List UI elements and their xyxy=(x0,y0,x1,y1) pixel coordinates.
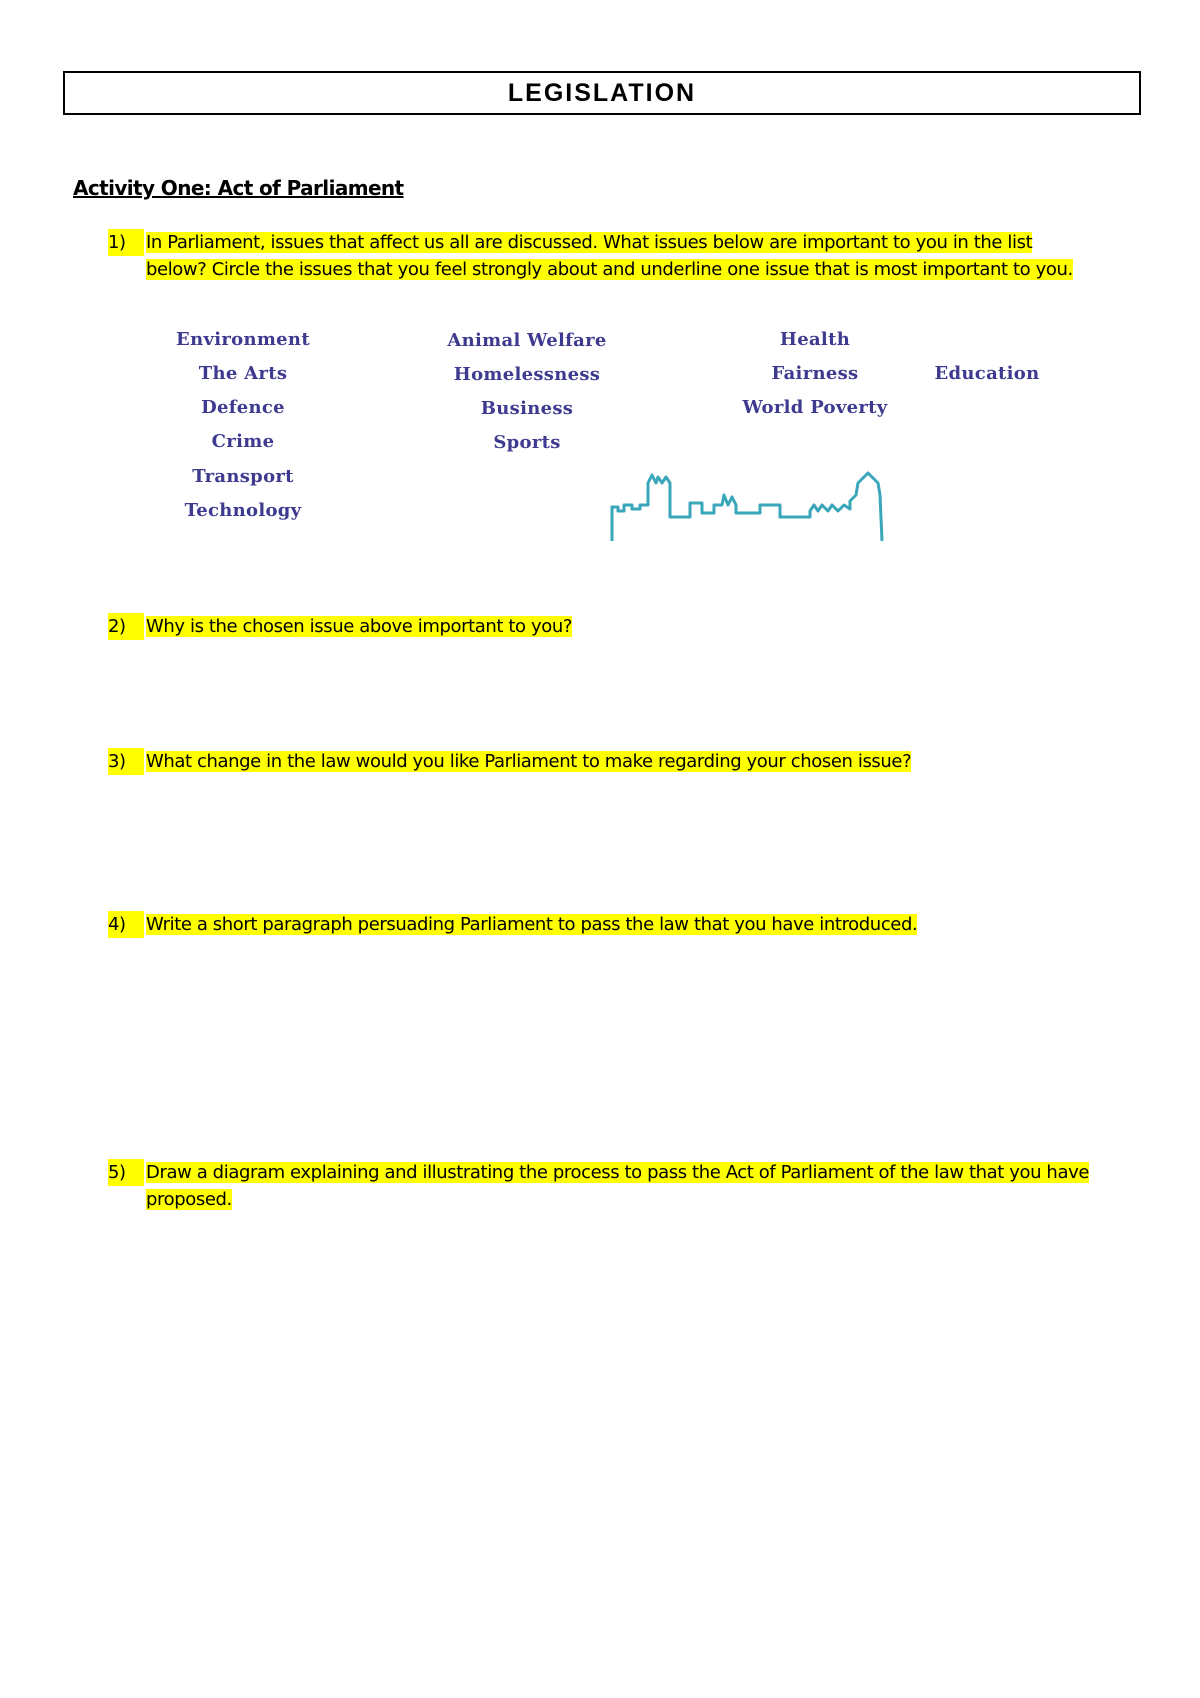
question-text-line1: Why is the chosen issue above important to you? xyxy=(146,616,572,637)
question-number: 5) xyxy=(108,1159,144,1186)
title-box xyxy=(63,71,1141,115)
question-number: 2) xyxy=(108,613,144,640)
question-2 xyxy=(108,613,572,640)
issue-item: Fairness xyxy=(771,363,859,384)
issue-item: The Arts xyxy=(198,363,288,384)
question-5 xyxy=(108,1159,1089,1213)
issue-item: Homelessness xyxy=(453,364,601,385)
question-text-line1: Write a short paragraph persuading Parliament to pass the law that you have introduced. xyxy=(146,914,918,935)
issue-item: World Poverty xyxy=(742,397,888,418)
question-text-line1: Draw a diagram explaining and illustrating the process to pass the Act of Parliament of the law that you have xyxy=(146,1162,1089,1183)
question-text-line2: proposed. xyxy=(146,1189,232,1210)
issue-item: Transport xyxy=(192,466,294,487)
issue-item: Defence xyxy=(201,397,285,418)
question-4 xyxy=(108,911,917,938)
issue-item: Technology xyxy=(184,500,302,521)
issue-item: Business xyxy=(480,398,574,419)
parliament-skyline-icon xyxy=(610,465,910,545)
issue-item: Education xyxy=(934,363,1040,384)
issue-item: Health xyxy=(779,329,851,350)
question-text-line1: What change in the law would you like Parliament to make regarding your chosen issue? xyxy=(146,751,912,772)
question-1 xyxy=(108,229,1073,283)
page-title: LEGISLATION xyxy=(507,79,697,107)
question-number: 1) xyxy=(108,229,144,256)
issue-item: Sports xyxy=(493,432,561,453)
question-3 xyxy=(108,748,911,775)
issue-item: Environment xyxy=(176,329,310,350)
question-number: 3) xyxy=(108,748,144,775)
question-number: 4) xyxy=(108,911,144,938)
issue-item: Animal Welfare xyxy=(447,330,607,351)
question-text-line1: In Parliament, issues that affect us all are discussed. What issues below are important to you in the list xyxy=(146,232,1033,253)
question-text-line2: below? Circle the issues that you feel strongly about and underline one issue that is most important to you. xyxy=(146,259,1073,280)
activity-heading: Activity One: Act of Parliament xyxy=(73,176,404,200)
issue-item: Crime xyxy=(211,431,275,452)
